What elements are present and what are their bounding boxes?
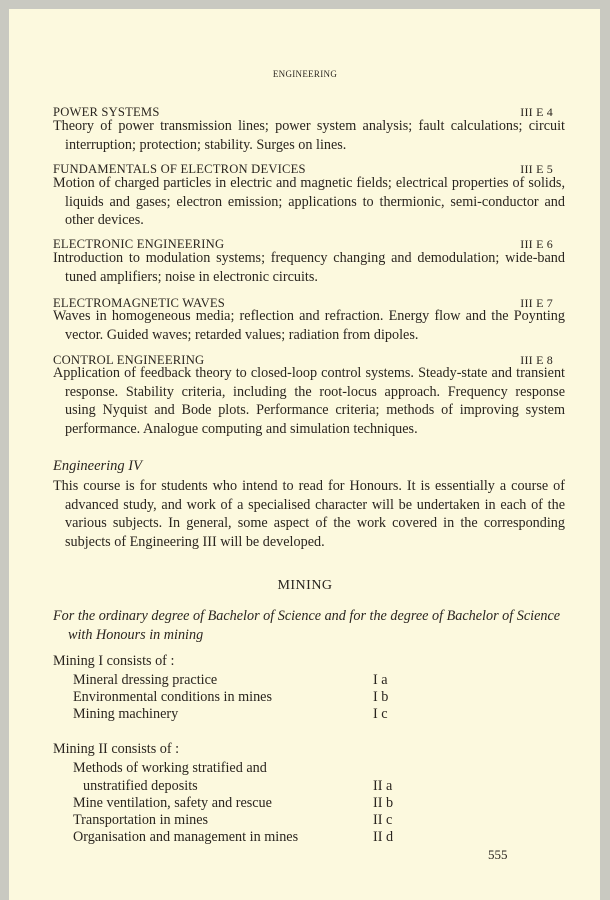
- degree-note: For the ordinary degree of Bachelor of Science and for the degree of Bachelor of Science with Honours in mining: [53, 608, 561, 643]
- course-item: Organisation and management in mines: [73, 829, 299, 845]
- engineering-iv-heading: Engineering IV: [53, 458, 142, 474]
- course-code: I b: [373, 689, 389, 705]
- section-code: III E 7: [520, 296, 553, 310]
- course-code: I c: [373, 706, 388, 722]
- course-item: Mineral dressing practice: [73, 672, 218, 688]
- course-item: Mine ventilation, safety and rescue: [73, 795, 272, 811]
- course-code: II d: [373, 829, 394, 845]
- section-text: Motion of charged particles in electric and magnetic fields; electrical properties of solids, liquids and gases; electron emission; applications to thermionic, semi-conductor and other devices.: [53, 175, 565, 229]
- section-code: III E 5: [520, 162, 553, 176]
- section-code: III E 4: [520, 105, 553, 119]
- course-item-continued: unstratified deposits: [83, 778, 198, 794]
- mining-ii-label: Mining II consists of :: [53, 741, 180, 757]
- section-title: POWER SYSTEMS: [53, 105, 160, 119]
- course-code: II a: [373, 778, 393, 794]
- section-title: FUNDAMENTALS OF ELECTRON DEVICES: [53, 162, 306, 176]
- section-title: ELECTROMAGNETIC WAVES: [53, 296, 226, 310]
- mining-title: MINING: [277, 578, 333, 593]
- course-code: I a: [373, 672, 388, 688]
- section-text: Theory of power transmission lines; power system analysis; fault calculations; circuit interruption; protection; stability. Surges on lines.: [53, 118, 565, 153]
- course-code: II b: [373, 795, 394, 811]
- course-item: Methods of working stratified and: [73, 760, 267, 776]
- section-text: Application of feedback theory to closed-loop control systems. Steady-state and transient response. Stability criteria, including the root-locus approach. Frequency response using Nyquist and Bode plots. Performance criteria; methods of improving system performance. Analogue computing and simulation techniques.: [53, 365, 565, 438]
- mining-i-label: Mining I consists of :: [53, 653, 175, 669]
- course-item: Transportation in mines: [73, 812, 209, 828]
- section-title: ELECTRONIC ENGINEERING: [53, 237, 225, 251]
- page-number: 555: [488, 847, 508, 862]
- running-head: ENGINEERING: [272, 69, 338, 79]
- section-code: III E 6: [520, 237, 553, 251]
- course-item: Environmental conditions in mines: [73, 689, 272, 705]
- section-text: Introduction to modulation systems; frequency changing and demodulation; wide-band tuned amplifiers; noise in electronic circuits.: [53, 250, 565, 285]
- section-title: CONTROL ENGINEERING: [53, 353, 205, 367]
- section-text: Waves in homogeneous media; reflection and refraction. Energy flow and the Poynting vector. Guided waves; retarded values; radiation from dipoles.: [53, 308, 565, 343]
- section-code: III E 8: [520, 353, 553, 367]
- course-code: II c: [373, 812, 393, 828]
- course-item: Mining machinery: [73, 706, 179, 722]
- engineering-iv-text: This course is for students who intend to read for Honours. It is essentially a course of advanced study, and work of a specialised character will be undertaken in each of the various subjects. In general, some aspect of the work covered in the corresponding subjects of Engineering III will be developed.: [53, 478, 565, 551]
